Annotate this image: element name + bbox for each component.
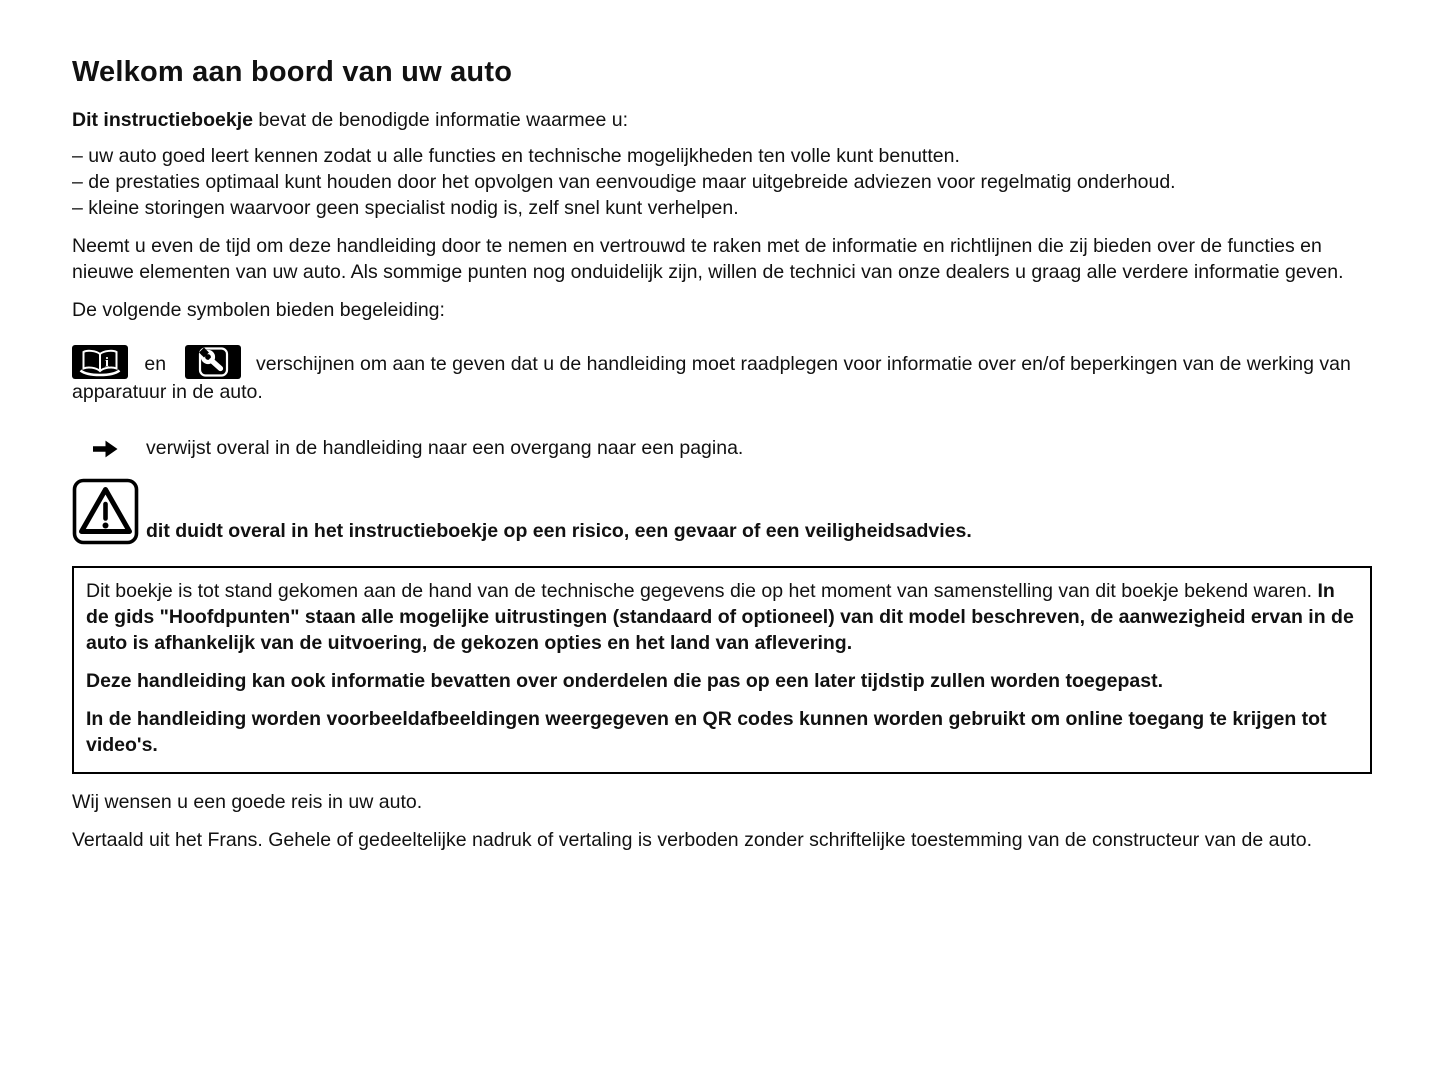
wrench-service-icon <box>185 345 241 379</box>
intro-lead <box>72 107 1375 133</box>
notice-paragraph-1 <box>86 578 1356 656</box>
notice-paragraph-1-bold: In de gids "Hoofdpunten" staan alle mogelijke uitrustingen (standaard of optioneel) van dit model beschreven, de aanwezigheid ervan in de auto is afhankelijk van de uitvoering, de gekozen opties en het land van aflevering. <box>86 580 1354 654</box>
warning-advice-row <box>72 478 1375 546</box>
bullet-item-3: – kleine storingen waarvoor geen specialist nodig is, zelf snel kunt verhelpen. <box>72 197 739 219</box>
owners-manual-book-icon <box>72 345 128 379</box>
copyright-note: Vertaald uit het Frans. Gehele of gedeeltelijke nadruk of vertaling is verboden zonder schriftelijke toestemming van de constructeur van de auto. <box>72 829 1313 851</box>
page-reference-row <box>72 437 1375 460</box>
page-reference-arrow-icon <box>92 438 119 460</box>
notice-paragraph-2: Deze handleiding kan ook informatie bevatten over onderdelen die pas op een later tijdstip zullen worden toegepast. <box>86 670 1164 692</box>
bullet-item-1: – uw auto goed leert kennen zodat u alle functies en technische mogelijkheden ten volle kunt benutten. <box>72 145 960 167</box>
symbols-explanation: verschijnen om aan te geven dat u de handleiding moet raadplegen voor informatie over en/of beperkingen van de werking van apparatuur in de auto. <box>72 353 1351 403</box>
arrow-reference-text: verwijst overal in de handleiding naar een overgang naar een pagina. <box>146 437 744 459</box>
intro-paragraph: Neemt u even de tijd om deze handleiding door te nemen en vertrouwd te raken met de informatie en richtlijnen die zij bieden over de functies en nieuwe elementen van uw auto. Als sommige punten nog onduidelijk zijn, willen de technici van onze dealers u graag alle verdere informatie geven. <box>72 235 1344 283</box>
page-title: Welkom aan boord van uw auto <box>72 56 513 88</box>
intro-lead-bold: Dit instructieboekje <box>72 109 253 131</box>
manual-symbols-paragraph <box>72 345 1375 405</box>
warning-advice-text: dit duidt overal in het instructieboekje op een risico, een gevaar of een veiligheidsadvies. <box>146 520 972 542</box>
bullet-item-2: – de prestaties optimaal kunt houden door het opvolgen van eenvoudige maar uitgebreide adviezen voor regelmatig onderhoud. <box>72 171 1176 193</box>
intro-lead-rest: bevat de benodigde informatie waarmee u: <box>252 109 629 131</box>
notice-paragraph-3: In de handleiding worden voorbeeldafbeeldingen weergegeven en QR codes kunnen worden gebruikt om online toegang te krijgen tot video's. <box>86 708 1327 756</box>
closing-wish: Wij wensen u een goede reis in uw auto. <box>72 791 423 813</box>
symbols-intro-line: De volgende symbolen bieden begeleiding: <box>72 299 445 321</box>
notice-paragraph-1-regular: Dit boekje is tot stand gekomen aan de hand van de technische gegevens die op het moment van samenstelling van dit boekje bekend waren. <box>86 580 1318 602</box>
notice-box <box>72 566 1372 774</box>
svg-text:i: i <box>105 355 109 371</box>
warning-triangle-icon <box>72 478 139 546</box>
conjunction-text: en <box>144 353 167 375</box>
intro-bullet-list <box>72 143 1375 221</box>
